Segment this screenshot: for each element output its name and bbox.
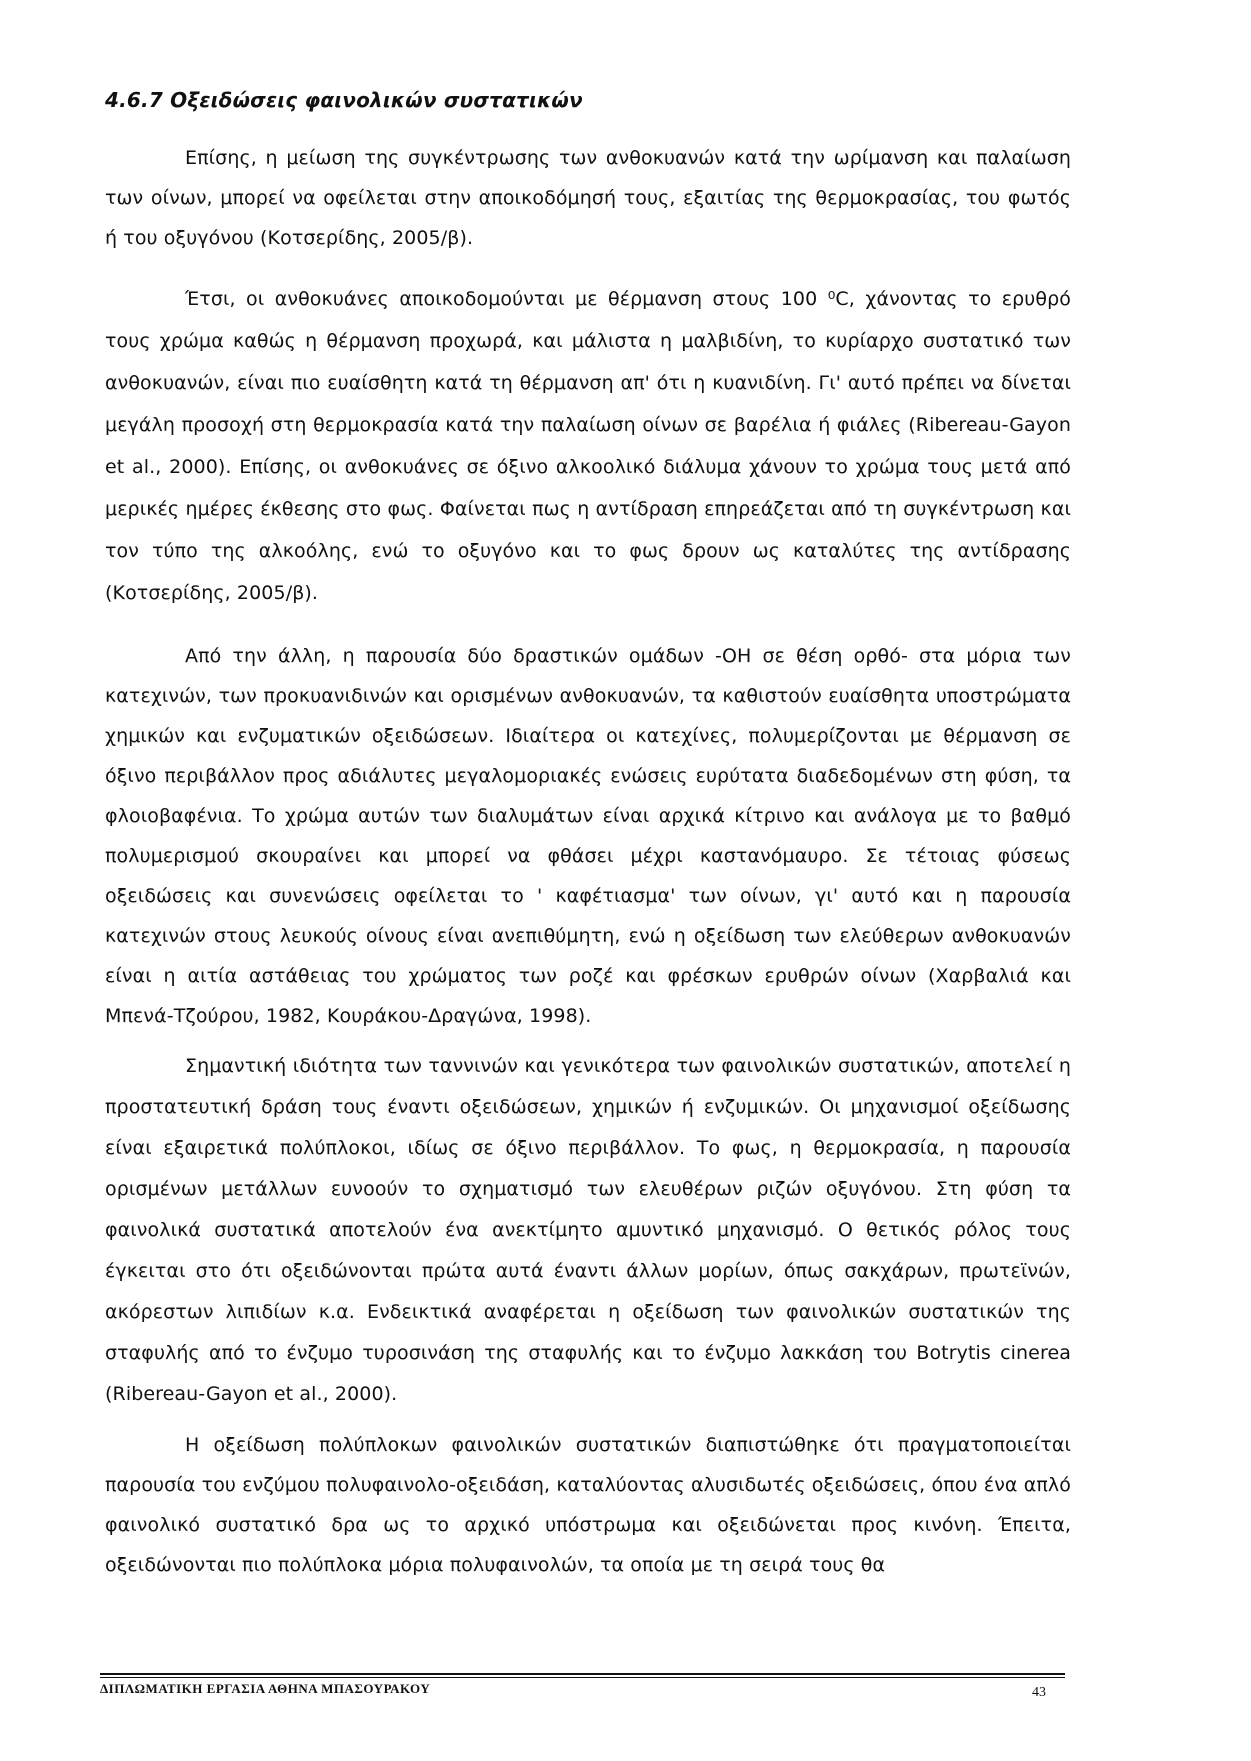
paragraph-2: Έτσι, οι ανθοκυάνες αποικοδομούνται με θέρμανση στους 100 ⁰C, χάνοντας το ερυθρό τους χρώμα καθώς η θέρμανση προχωρά, και μάλιστα η μαλβιδίνη, το κυρίαρχο συστατικό των ανθοκυανών, είναι πιο ευαίσθητη κατά τη θέρμανση απ' ότι η κυανιδίνη. Γι' αυτό πρέπει να δίνεται μεγάλη προσοχή στη θερμοκρασία κατά την παλαίωση οίνων σε βαρέλια ή φιάλες (Ribereau-Gayon et al., 2000). Επίσης, οι ανθοκυάνες σε όξινο αλκοολικό διάλυμα χάνουν το χρώμα τους μετά από μερικές ημέρες έκθεσης στο φως. Φαίνεται πως η αντίδραση επηρεάζεται από τη συγκέντρωση και τον τύπο της αλκοόλης, ενώ το οξυγόνο και το φως δρουν ως καταλύτες της αντίδρασης (Κοτσερίδης, 2005/β).	[105, 288, 1071, 604]
paragraph-4: Σημαντική ιδιότητα των ταννινών και γενικότερα των φαινολικών συστατικών, αποτελεί η προστατευτική δράση τους έναντι οξειδώσεων, χημικών ή ενζυμικών. Οι μηχανισμοί οξείδωσης είναι εξαιρετικά πολύπλοκοι, ιδίως σε όξινο περιβάλλον. Το φως, η θερμοκρασία, η παρουσία ορισμένων μετάλλων ευνοούν το σχηματισμό των ελευθέρων ριζών οξυγόνου. Στη φύση τα φαινολικά συστατικά αποτελούν ένα ανεκτίμητο αμυντικό μηχανισμό. Ο θετικός ρόλος τους έγκειται στο ότι οξειδώνονται πρώτα αυτά έναντι άλλων μορίων, όπως σακχάρων, πρωτεϊνών, ακόρεστων λιπιδίων κ.α. Ενδεικτικά αναφέρεται η οξείδωση των φαινολικών συστατικών της σταφυλής από το ένζυμο τυροσινάση της σταφυλής και το ένζυμο λακκάση του Botrytis cinerea (Ribereau-Gayon et al., 2000).	[105, 1055, 1071, 1405]
section-heading: 4.6.7 Οξειδώσεις φαινολικών συστατικών	[105, 88, 583, 112]
paragraph-1: Επίσης, η μείωση της συγκέντρωσης των ανθοκυανών κατά την ωρίμανση και παλαίωση των οίνων, μπορεί να οφείλεται στην αποικοδόμησή τους, εξαιτίας της θερμοκρασίας, του φωτός ή του οξυγόνου (Κοτσερίδης, 2005/β).	[105, 147, 1071, 249]
paragraph-5: Η οξείδωση πολύπλοκων φαινολικών συστατικών διαπιστώθηκε ότι πραγματοποιείται παρουσία του ενζύμου πολυφαινολο-οξειδάση, καταλύοντας αλυσιδωτές οξειδώσεις, όπου ένα απλό φαινολικό συστατικό δρα ως το αρχικό υπόστρωμα και οξειδώνεται προς κινόνη. Έπειτα, οξειδώνονται πιο πολύπλοκα μόρια πολυφαινολών, τα οποία με τη σειρά τους θα	[105, 1434, 1071, 1576]
footer-rule	[100, 1673, 1065, 1675]
paragraph-3: Από την άλλη, η παρουσία δύο δραστικών ομάδων -ΟΗ σε θέση ορθό- στα μόρια των κατεχινών, των προκυανιδινών και ορισμένων ανθοκυανών, τα καθιστούν ευαίσθητα υποστρώματα χημικών και ενζυματικών οξειδώσεων. Ιδιαίτερα οι κατεχίνες, πολυμερίζονται με θέρμανση σε όξινο περιβάλλον προς αδιάλυτες μεγαλομοριακές ενώσεις ευρύτατα διαδεδομένων στη φύση, τα φλοιοβαφένια. Το χρώμα αυτών των διαλυμάτων είναι αρχικά κίτρινο και ανάλογα με το βαθμό πολυμερισμού σκουραίνει και μπορεί να φθάσει μέχρι καστανόμαυρο. Σε τέτοιας φύσεως οξειδώσεις και συνενώσεις οφείλεται το ' καφέτιασμα' των οίνων, γι' αυτό και η παρουσία κατεχινών στους λευκούς οίνους είναι ανεπιθύμητη, ενώ η οξείδωση των ελεύθερων ανθοκυανών είναι η αιτία αστάθειας του χρώματος των ροζέ και φρέσκων ερυθρών οίνων (Χαρβαλιά και Μπενά-Τζούρου, 1982, Κουράκου-Δραγώνα, 1998).	[105, 645, 1071, 1027]
footer-text: ΔΙΠΛΩΜΑΤΙΚΗ ΕΡΓΑΣΙΑ ΑΘΗΝΑ ΜΠΑΣΟΥΡΑΚΟΥ	[100, 1681, 431, 1696]
footer-rule-secondary	[100, 1677, 1065, 1678]
page-number: 43	[1032, 1685, 1046, 1700]
body-text	[105, 138, 1071, 1585]
